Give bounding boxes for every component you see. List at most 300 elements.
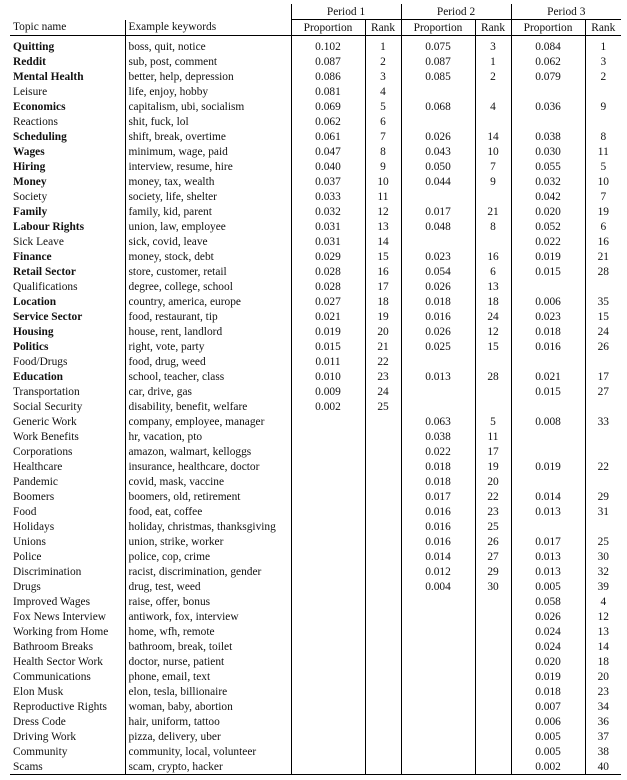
- topic-name-cell: Community: [13, 745, 68, 758]
- period-2-proportion-cell: 0.068: [401, 99, 475, 114]
- period-2-rank-cell: [475, 684, 511, 699]
- topic-name-cell: Improved Wages: [13, 595, 91, 608]
- period-1-rank-cell: 2: [365, 54, 401, 69]
- keywords-cell: shit, fuck, lol: [125, 114, 291, 129]
- period-1-proportion-cell: 0.028: [291, 279, 365, 294]
- period-2-proportion-cell: 0.025: [401, 339, 475, 354]
- period-2-proportion-cell: 0.016: [401, 519, 475, 534]
- period-1-proportion-cell: [291, 504, 365, 519]
- period-2-proportion-cell: 0.016: [401, 534, 475, 549]
- topic-name-cell: Scams: [10, 759, 125, 775]
- period-1-rank-cell: 6: [365, 114, 401, 129]
- period-2-proportion-cell: 0.063: [401, 414, 475, 429]
- period-1-proportion-cell: [291, 444, 365, 459]
- topic-name-cell: Work Benefits: [13, 430, 79, 443]
- period-3-proportion-cell: [511, 279, 585, 294]
- period-1-rank-cell: 12: [365, 204, 401, 219]
- topic-name-cell: Location: [13, 295, 57, 308]
- table-row: [10, 54, 621, 69]
- keywords-cell: scam, crypto, hacker: [125, 759, 291, 775]
- period-3-proportion-cell: 0.006: [511, 714, 585, 729]
- period-3-proportion-cell: 0.023: [511, 309, 585, 324]
- period-2-proportion-cell: [401, 639, 475, 654]
- period-3-proportion-cell: [511, 429, 585, 444]
- period-3-proportion-cell: [511, 354, 585, 369]
- period-2-proportion-cell: 0.026: [401, 324, 475, 339]
- keywords-cell: interview, resume, hire: [125, 159, 291, 174]
- period-3-rank-cell: 18: [585, 654, 621, 669]
- period-3-proportion-cell: 0.002: [511, 759, 585, 775]
- table-row: [10, 549, 621, 564]
- period-3-proportion-cell: [511, 399, 585, 414]
- period-1-proportion-cell: 0.061: [291, 129, 365, 144]
- period-2-rank-cell: 12: [475, 324, 511, 339]
- table-row: [10, 39, 621, 54]
- keywords-cell: sick, covid, leave: [125, 234, 291, 249]
- period-2-rank-cell: 29: [475, 564, 511, 579]
- keywords-cell: money, tax, wealth: [125, 174, 291, 189]
- table-row: [10, 474, 621, 489]
- proportion-header: Proportion: [511, 20, 585, 36]
- period-1-proportion-cell: 0.019: [291, 324, 365, 339]
- period-3-rank-cell: 20: [585, 669, 621, 684]
- period-2-rank-cell: 9: [475, 174, 511, 189]
- table-row: [10, 354, 621, 369]
- table-row: [10, 219, 621, 234]
- period-3-proportion-cell: 0.079: [511, 69, 585, 84]
- period-3-rank-cell: [585, 279, 621, 294]
- period-3-proportion-cell: 0.030: [511, 144, 585, 159]
- keywords-cell: phone, email, text: [125, 669, 291, 684]
- topic-name-cell: Scheduling: [13, 130, 67, 143]
- period-2-rank-cell: 13: [475, 279, 511, 294]
- period-2-rank-cell: 1: [475, 54, 511, 69]
- table-row: [10, 654, 621, 669]
- period-3-rank-cell: 28: [585, 264, 621, 279]
- period-1-proportion-cell: [291, 534, 365, 549]
- period-1-rank-cell: [365, 414, 401, 429]
- topic-name-cell: Healthcare: [13, 460, 63, 473]
- topic-name-cell: Discrimination: [13, 565, 82, 578]
- period-1-proportion-cell: 0.102: [291, 39, 365, 54]
- period-2-rank-cell: 26: [475, 534, 511, 549]
- period-1-rank-cell: [365, 699, 401, 714]
- topic-name-cell: Reactions: [13, 115, 58, 128]
- period-3-proportion-cell: 0.014: [511, 489, 585, 504]
- period-3-rank-cell: 7: [585, 189, 621, 204]
- period-1-proportion-cell: [291, 684, 365, 699]
- rank-header: Rank: [585, 20, 621, 36]
- keywords-cell: hr, vacation, pto: [125, 429, 291, 444]
- period-1-proportion-cell: 0.086: [291, 69, 365, 84]
- topic-name-cell: Sick Leave: [13, 235, 64, 248]
- period-2-proportion-cell: 0.044: [401, 174, 475, 189]
- table-row: [10, 384, 621, 399]
- keywords-cell: country, america, europe: [125, 294, 291, 309]
- period-2-rank-cell: [475, 399, 511, 414]
- period-3-proportion-cell: 0.062: [511, 54, 585, 69]
- period-2-rank-cell: 17: [475, 444, 511, 459]
- period-2-rank-cell: 4: [475, 99, 511, 114]
- period-1-rank-cell: 10: [365, 174, 401, 189]
- period-2-proportion-cell: 0.023: [401, 249, 475, 264]
- table-row: [10, 594, 621, 609]
- period-2-proportion-cell: [401, 729, 475, 744]
- period-1-proportion-cell: 0.002: [291, 399, 365, 414]
- period-2-proportion-cell: [401, 684, 475, 699]
- period-2-rank-cell: 11: [475, 429, 511, 444]
- topic-name-cell: Health Sector Work: [13, 655, 103, 668]
- period-1-rank-cell: 25: [365, 399, 401, 414]
- period-3-rank-cell: 36: [585, 714, 621, 729]
- period-1-proportion-cell: 0.081: [291, 84, 365, 99]
- period-1-rank-cell: [365, 504, 401, 519]
- keywords-cell: family, kid, parent: [125, 204, 291, 219]
- period-3-proportion-cell: [511, 519, 585, 534]
- period-3-proportion-cell: [511, 84, 585, 99]
- period-2-proportion-cell: 0.087: [401, 54, 475, 69]
- topic-name-header: Topic name: [10, 20, 125, 36]
- table-row: [10, 669, 621, 684]
- table-row: [10, 714, 621, 729]
- period-1-rank-cell: [365, 489, 401, 504]
- table-row: [10, 534, 621, 549]
- period-2-rank-cell: [475, 759, 511, 775]
- table-row: [10, 519, 621, 534]
- period-2-rank-cell: [475, 714, 511, 729]
- period-2-rank-cell: 3: [475, 39, 511, 54]
- period-2-rank-cell: [475, 654, 511, 669]
- period-3-rank-cell: 2: [585, 69, 621, 84]
- keywords-cell: covid, mask, vaccine: [125, 474, 291, 489]
- period-2-proportion-cell: [401, 189, 475, 204]
- period-2-proportion-cell: 0.014: [401, 549, 475, 564]
- period-3-proportion-cell: 0.018: [511, 684, 585, 699]
- period-3-rank-cell: 3: [585, 54, 621, 69]
- period-1-proportion-cell: [291, 459, 365, 474]
- period-2-rank-cell: [475, 609, 511, 624]
- period-3-rank-cell: 27: [585, 384, 621, 399]
- keywords-cell: racist, discrimination, gender: [125, 564, 291, 579]
- period-1-proportion-cell: [291, 549, 365, 564]
- table-row: [10, 264, 621, 279]
- period-1-rank-cell: 13: [365, 219, 401, 234]
- period-3-rank-cell: 22: [585, 459, 621, 474]
- topic-name-cell: Drugs: [13, 580, 41, 593]
- period-2-rank-cell: [475, 84, 511, 99]
- period-1-proportion-cell: 0.031: [291, 234, 365, 249]
- period-3-rank-cell: 25: [585, 534, 621, 549]
- period-2-proportion-cell: [401, 594, 475, 609]
- period-2-rank-cell: 21: [475, 204, 511, 219]
- period-2-proportion-cell: 0.050: [401, 159, 475, 174]
- table-row: [10, 324, 621, 339]
- topic-name-cell: Transportation: [13, 385, 80, 398]
- period-3-proportion-cell: 0.019: [511, 459, 585, 474]
- table-row: [10, 429, 621, 444]
- period-3-rank-cell: 9: [585, 99, 621, 114]
- table-body: [10, 39, 621, 775]
- topic-name-cell: Society: [13, 190, 48, 203]
- keywords-cell: better, help, depression: [125, 69, 291, 84]
- period-2-proportion-cell: [401, 624, 475, 639]
- keywords-cell: minimum, wage, paid: [125, 144, 291, 159]
- period-1-rank-cell: 22: [365, 354, 401, 369]
- period-1-proportion-cell: 0.033: [291, 189, 365, 204]
- table-row: [10, 174, 621, 189]
- period-3-rank-cell: [585, 114, 621, 129]
- topic-name-cell: Housing: [13, 325, 54, 338]
- period-1-proportion-cell: [291, 639, 365, 654]
- period-1-proportion-cell: [291, 594, 365, 609]
- keywords-cell: union, strike, worker: [125, 534, 291, 549]
- period-2-proportion-cell: 0.018: [401, 294, 475, 309]
- period-1-proportion-cell: [291, 609, 365, 624]
- table-row: [10, 399, 621, 414]
- keywords-cell: food, restaurant, tip: [125, 309, 291, 324]
- period-3-rank-cell: 38: [585, 744, 621, 759]
- table-row: [10, 99, 621, 114]
- period-3-proportion-cell: 0.015: [511, 264, 585, 279]
- period-1-rank-cell: 1: [365, 39, 401, 54]
- period-3-proportion-cell: 0.058: [511, 594, 585, 609]
- period-3-rank-cell: 24: [585, 324, 621, 339]
- period-3-proportion-cell: 0.005: [511, 744, 585, 759]
- period-1-proportion-cell: [291, 489, 365, 504]
- table-row: [10, 489, 621, 504]
- period-3-proportion-cell: 0.017: [511, 534, 585, 549]
- keywords-cell: elon, tesla, billionaire: [125, 684, 291, 699]
- topic-name-cell: Finance: [13, 250, 52, 263]
- period-2-rank-cell: 15: [475, 339, 511, 354]
- period-1-rank-cell: 17: [365, 279, 401, 294]
- period-1-proportion-cell: 0.069: [291, 99, 365, 114]
- topic-name-cell: Communications: [13, 670, 91, 683]
- period-3-proportion-cell: 0.022: [511, 234, 585, 249]
- keywords-cell: right, vote, party: [125, 339, 291, 354]
- topic-name-cell: Money: [13, 175, 47, 188]
- topic-name-cell: Fox News Interview: [13, 610, 107, 623]
- topic-name-cell: Retail Sector: [13, 265, 76, 278]
- period-2-rank-cell: [475, 114, 511, 129]
- period-1-rank-cell: 15: [365, 249, 401, 264]
- keywords-cell: food, eat, coffee: [125, 504, 291, 519]
- period-3-proportion-cell: 0.052: [511, 219, 585, 234]
- period-1-proportion-cell: 0.062: [291, 114, 365, 129]
- period-3-rank-cell: 40: [585, 759, 621, 775]
- keywords-cell: capitalism, ubi, socialism: [125, 99, 291, 114]
- period-2-proportion-cell: 0.026: [401, 279, 475, 294]
- period-3-proportion-cell: [511, 114, 585, 129]
- keywords-cell: disability, benefit, welfare: [125, 399, 291, 414]
- topic-name-cell: Hiring: [13, 160, 46, 173]
- period-2-proportion-cell: [401, 84, 475, 99]
- period-3-proportion-cell: 0.024: [511, 639, 585, 654]
- period-2-rank-cell: 10: [475, 144, 511, 159]
- keywords-cell: bathroom, break, toilet: [125, 639, 291, 654]
- topic-name-cell: Service Sector: [13, 310, 83, 323]
- header-row-periods: [10, 4, 621, 20]
- period-2-rank-cell: [475, 639, 511, 654]
- table-row: [10, 414, 621, 429]
- period-3-rank-cell: 12: [585, 609, 621, 624]
- period-1-rank-cell: [365, 714, 401, 729]
- topic-name-cell: Education: [13, 370, 64, 383]
- period-2-rank-cell: [475, 384, 511, 399]
- table-row: [10, 699, 621, 714]
- period-3-rank-cell: 26: [585, 339, 621, 354]
- period-3-proportion-cell: 0.032: [511, 174, 585, 189]
- period-2-proportion-cell: [401, 384, 475, 399]
- period-2-proportion-cell: [401, 714, 475, 729]
- topic-name-cell: Corporations: [13, 445, 73, 458]
- keywords-cell: boomers, old, retirement: [125, 489, 291, 504]
- period-2-proportion-cell: 0.016: [401, 309, 475, 324]
- topic-name-cell: Working from Home: [13, 625, 109, 638]
- period-2-rank-cell: 23: [475, 504, 511, 519]
- period-2-proportion-cell: 0.038: [401, 429, 475, 444]
- period-3-proportion-cell: 0.013: [511, 504, 585, 519]
- period-1-rank-cell: 18: [365, 294, 401, 309]
- period-1-proportion-cell: 0.011: [291, 354, 365, 369]
- period-2-proportion-cell: 0.016: [401, 504, 475, 519]
- period-1-rank-cell: [365, 519, 401, 534]
- period-2-rank-cell: 5: [475, 414, 511, 429]
- period-3-rank-cell: 15: [585, 309, 621, 324]
- table-row: [10, 504, 621, 519]
- table-row: [10, 234, 621, 249]
- period-1-rank-cell: [365, 654, 401, 669]
- period-1-proportion-cell: [291, 474, 365, 489]
- keywords-cell: food, drug, weed: [125, 354, 291, 369]
- keywords-cell: community, local, volunteer: [125, 744, 291, 759]
- period-2-proportion-cell: [401, 759, 475, 775]
- keywords-cell: society, life, shelter: [125, 189, 291, 204]
- table-row: [10, 639, 621, 654]
- table-row: [10, 204, 621, 219]
- keywords-cell: car, drive, gas: [125, 384, 291, 399]
- table-row: [10, 114, 621, 129]
- keywords-cell: drug, test, weed: [125, 579, 291, 594]
- period-3-rank-cell: 1: [585, 39, 621, 54]
- period-1-proportion-cell: [291, 699, 365, 714]
- period-1-proportion-cell: 0.009: [291, 384, 365, 399]
- period-3-proportion-cell: 0.020: [511, 204, 585, 219]
- period-1-proportion-cell: 0.027: [291, 294, 365, 309]
- period-3-proportion-cell: 0.005: [511, 579, 585, 594]
- period-1-proportion-cell: 0.028: [291, 264, 365, 279]
- period-1-rank-cell: [365, 759, 401, 775]
- period-1-rank-cell: [365, 639, 401, 654]
- period-3-rank-cell: 13: [585, 624, 621, 639]
- period-1-proportion-cell: [291, 744, 365, 759]
- topic-name-cell: Police: [13, 550, 42, 563]
- topic-name-cell: Boomers: [13, 490, 55, 503]
- period-1-rank-cell: [365, 564, 401, 579]
- period-1-proportion-cell: [291, 654, 365, 669]
- table-row: [10, 279, 621, 294]
- topic-name-cell: Leisure: [13, 85, 48, 98]
- period-3-rank-cell: 37: [585, 729, 621, 744]
- period-2-proportion-cell: 0.043: [401, 144, 475, 159]
- period-2-proportion-cell: [401, 609, 475, 624]
- period-3-rank-cell: 32: [585, 564, 621, 579]
- period-2-proportion-cell: 0.018: [401, 459, 475, 474]
- table-row: [10, 729, 621, 744]
- topic-name-cell: Economics: [13, 100, 66, 113]
- period-1-rank-cell: 16: [365, 264, 401, 279]
- topic-name-cell: Politics: [13, 340, 49, 353]
- table-row: [10, 564, 621, 579]
- period-2-proportion-cell: 0.022: [401, 444, 475, 459]
- period-3-rank-cell: 14: [585, 639, 621, 654]
- topic-name-cell: Mental Health: [13, 70, 84, 83]
- keywords-cell: doctor, nurse, patient: [125, 654, 291, 669]
- topic-name-cell: Wages: [13, 145, 45, 158]
- proportion-header: Proportion: [401, 20, 475, 36]
- period-2-rank-cell: [475, 669, 511, 684]
- topic-name-cell: Reddit: [13, 55, 46, 68]
- period-2-rank-cell: [475, 354, 511, 369]
- period-2-proportion-cell: 0.085: [401, 69, 475, 84]
- period-2-rank-cell: [475, 189, 511, 204]
- period-2-rank-cell: 24: [475, 309, 511, 324]
- period-3-rank-cell: 4: [585, 594, 621, 609]
- period-2-rank-cell: 27: [475, 549, 511, 564]
- period-1-rank-cell: 7: [365, 129, 401, 144]
- period-1-rank-cell: 4: [365, 84, 401, 99]
- period-1-rank-cell: 19: [365, 309, 401, 324]
- period-1-rank-cell: 20: [365, 324, 401, 339]
- period-1-proportion-cell: 0.047: [291, 144, 365, 159]
- period-3-rank-cell: 8: [585, 129, 621, 144]
- period-2-proportion-cell: [401, 654, 475, 669]
- period-2-rank-cell: [475, 729, 511, 744]
- period-2-proportion-cell: 0.017: [401, 489, 475, 504]
- table-row: [10, 444, 621, 459]
- period-1-rank-cell: 9: [365, 159, 401, 174]
- period-1-proportion-cell: [291, 669, 365, 684]
- period-2-rank-cell: 18: [475, 294, 511, 309]
- table-row: [10, 189, 621, 204]
- topic-name-cell: Reproductive Rights: [13, 700, 107, 713]
- period-2-rank-cell: 14: [475, 129, 511, 144]
- period-1-rank-cell: [365, 744, 401, 759]
- period-3-proportion-cell: 0.007: [511, 699, 585, 714]
- period-3-proportion-cell: 0.026: [511, 609, 585, 624]
- period-3-rank-cell: [585, 84, 621, 99]
- topic-name-cell: Labour Rights: [13, 220, 85, 233]
- keywords-cell: holiday, christmas, thanksgiving: [125, 519, 291, 534]
- keywords-cell: sub, post, comment: [125, 54, 291, 69]
- period-1-rank-cell: 14: [365, 234, 401, 249]
- period-2-rank-cell: [475, 594, 511, 609]
- topic-name-cell: Driving Work: [13, 730, 77, 743]
- period-1-rank-cell: [365, 444, 401, 459]
- keywords-cell: shift, break, overtime: [125, 129, 291, 144]
- period-1-rank-cell: [365, 669, 401, 684]
- table-row: [10, 159, 621, 174]
- topic-name-cell: Qualifications: [13, 280, 78, 293]
- period-3-proportion-cell: 0.006: [511, 294, 585, 309]
- proportion-header: Proportion: [291, 20, 365, 36]
- period-3-proportion-cell: [511, 444, 585, 459]
- period-3-rank-cell: 23: [585, 684, 621, 699]
- topic-name-cell: Family: [13, 205, 48, 218]
- period-3-proportion-cell: 0.019: [511, 669, 585, 684]
- period-2-proportion-cell: [401, 669, 475, 684]
- period-1-proportion-cell: 0.032: [291, 204, 365, 219]
